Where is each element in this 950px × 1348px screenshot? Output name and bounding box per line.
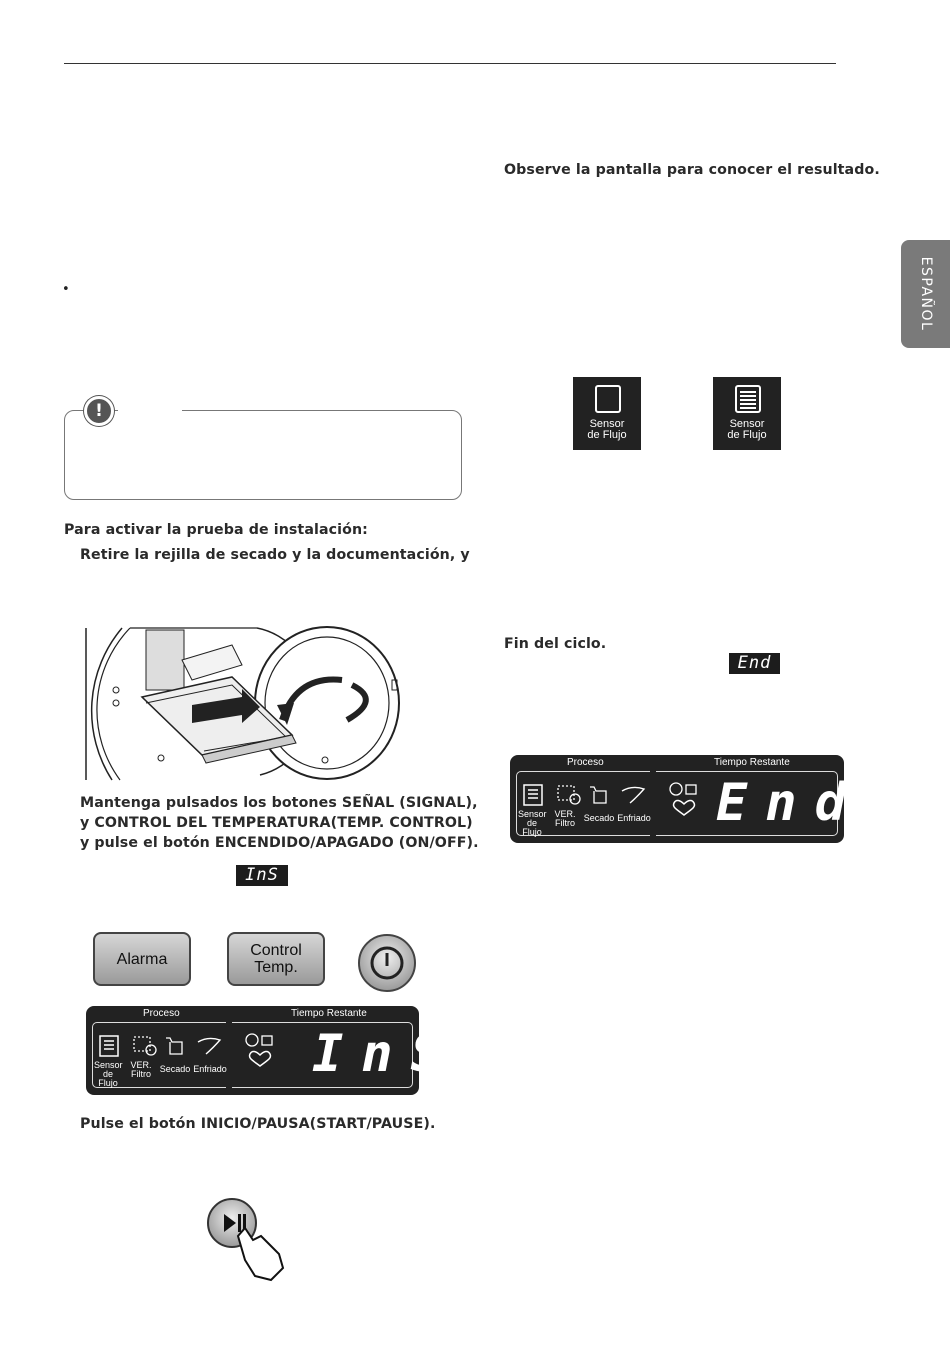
lock-icon <box>262 1036 272 1045</box>
dry-icon <box>166 1038 182 1054</box>
heart-icon <box>673 800 694 815</box>
step-2-text: Mantenga pulsados los botones SEÑAL (SIGNAL), y CONTROL DEL TEMPERATURA(TEMP. CONTROL) y pulse el botón ENCENDIDO/APAGADO (ON/OFF). <box>80 795 479 851</box>
note-box <box>64 410 462 500</box>
end-of-cycle-text: Fin del ciclo. <box>504 636 607 652</box>
control-panel-end: Proceso Tiempo Restante Sensor de Flujo VER. Filtro Secado Enfriado End <box>510 755 844 843</box>
heart-icon <box>249 1051 270 1066</box>
note-exclamation-icon: ! <box>84 396 114 426</box>
bullet: • <box>62 282 70 297</box>
filter-icon <box>134 1037 150 1051</box>
sensor-icon <box>100 1036 118 1056</box>
sensor-full-icon <box>734 384 762 414</box>
filter-icon <box>558 786 574 800</box>
cool-icon <box>198 1038 220 1054</box>
pointing-hand-icon <box>238 1228 283 1280</box>
temp-control-button[interactable]: Control Temp. <box>227 932 325 986</box>
step-1-text: Retire la rejilla de secado y la documentación, y <box>80 547 470 563</box>
step-3-text: Pulse el botón INICIO/PAUSA(START/PAUSE). <box>80 1116 436 1132</box>
lock-icon <box>686 785 696 794</box>
process-icons <box>522 783 650 809</box>
dry-icon <box>590 787 606 803</box>
observe-text: Observe la pantalla para conocer el resultado. <box>504 162 880 178</box>
end-display-mini: End <box>729 653 780 674</box>
end-display-large: End <box>716 773 864 833</box>
alarm-button[interactable]: Alarma <box>93 932 191 986</box>
cool-icon <box>622 787 644 803</box>
start-pause-button[interactable] <box>205 1196 285 1286</box>
control-panel-ins: Proceso Tiempo Restante Sensor de Flujo VER. Filtro Secado Enfriado InS <box>86 1006 419 1095</box>
ins-display-large: InS <box>312 1024 460 1084</box>
install-test-heading: Para activar la prueba de instalación: <box>64 522 368 538</box>
language-tab-label: ESPAÑOL <box>917 256 934 332</box>
status-icons <box>668 781 708 829</box>
sensor-icon <box>524 785 542 805</box>
process-icons <box>98 1034 226 1060</box>
status-icons <box>244 1032 284 1080</box>
child-lock-icon <box>246 1034 258 1046</box>
ins-display-mini: InS <box>236 865 288 886</box>
sensor-tile-on: Sensor de Flujo <box>713 377 781 450</box>
sensor-empty-icon <box>594 384 622 414</box>
language-tab <box>901 240 950 348</box>
dryer-filter-illustration <box>82 625 412 785</box>
sensor-tile-off: Sensor de Flujo <box>573 377 641 450</box>
power-button[interactable] <box>357 933 417 993</box>
child-lock-icon <box>670 783 682 795</box>
top-rule <box>64 63 836 64</box>
